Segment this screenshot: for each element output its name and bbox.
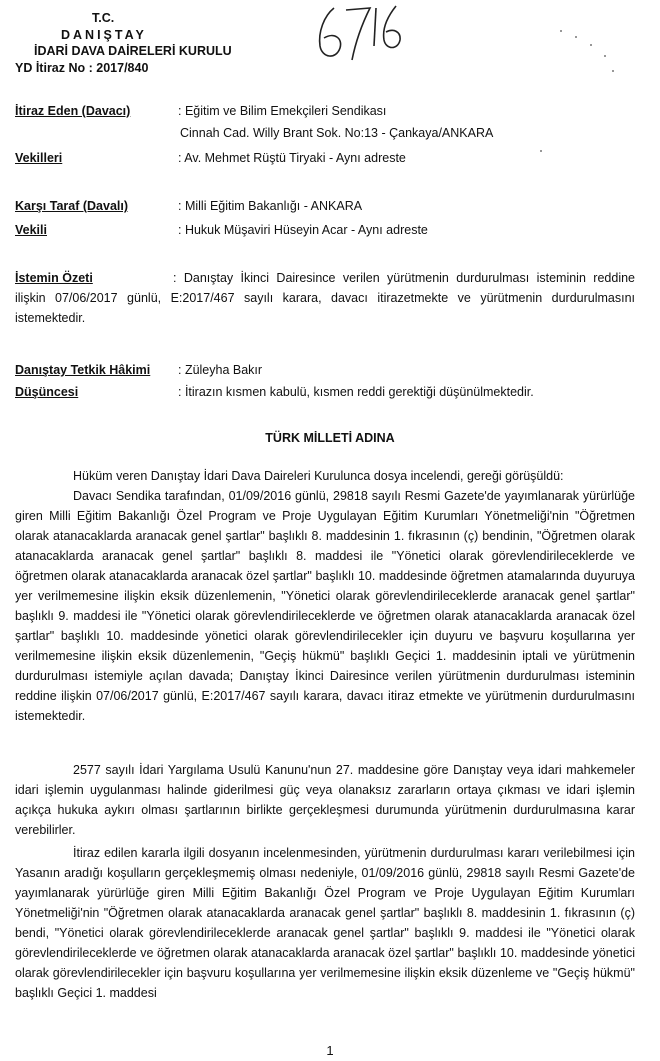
stamp-speck [590,44,592,46]
opinion-label: Düşüncesi [15,385,79,399]
body-paragraph-4: İtiraz edilen kararla ilgili dosyanın incelenmesinden, yürütmenin durdurulması kararı verilebilmesi için Yasanın aradığı koşulların gerçekleşmemiş olması nedeniyle, 01/09/2016 günlü, 29818 sayılı Resmi Gazete'de yayımlanarak yürürlüğe giren Milli Eğitim Bakanlığı Özel Program ve Proje Uygulayan Eğitim Kurumları Yönetmeliği'nin "Öğretmen olarak atanacaklarda aranacak genel şartlar" başlıklı 8. maddesinin 1. fıkrasının (ç) bendi, "Yönetici olarak görevlendirileceklerde aranacak genel şartlar" başlıklı 9. maddesi ile "Yönetici olarak görevlendirileceklerde ve öğretmen olarak atanacaklarda aranacak özel şartlar" başlıklı 10. maddesinde yönetici olarak görevlendirilecekler için başvuru koşullarına yer verilmemesine ilişkin eksik düzenleme ve "Geçiş hükmü" başlıklı Geçici 1. maddesi [15,846,635,1000]
objector-label: İtiraz Eden (Davacı) [15,104,131,118]
body-paragraph-1: Hüküm veren Danıştay İdari Dava Daireleri Kurulunca dosya incelendi, gereği görüşüldü: [73,469,564,483]
counsel-label: Vekilleri [15,151,63,165]
stamp-speck [612,70,614,72]
judge-label: Danıştay Tetkik Hâkimi [15,363,151,377]
header-court: DANIŞTAY [61,28,147,42]
stamp-speck [540,150,542,152]
body-paragraph-2: Davacı Sendika tarafından, 01/09/2016 günlü, 29818 sayılı Resmi Gazete'de yayımlanarak yürürlüğe giren Milli Eğitim Bakanlığı Özel Program ve Proje Uygulayan Eğitim Kurumları Yönetmeliği'nin "Öğretmen olarak atanacaklarda aranacak genel şartlar" başlıklı 8. maddesinin 1. fıkrasının (ç) bendinin, "Öğretmen olarak atanacaklarda aranacak genel şartlar" başlıklı 8. maddesi ile "Yönetici olarak görevlendirileceklerde ve öğretmen olarak atanacaklarda aranacak özel şartlar" başlıklı 10. maddesinde öğretmen atamalarında duyuruya yer verilmemesine ilişkin eksik düzenlemenin, "Yönetici olarak görevlendirileceklerde aranacak genel şartlar" başlıklı 9. maddesi ile "Yönetici olarak görevlendirileceklerde ve öğretmen olarak atanacaklarda aranacak özel şartlar" başlıklı 10. maddesinde yönetici olarak görevlendirilecekler için duyuru ve başvuru koşullarına yer verilmemesine ilişkin eksik düzenlemenin, "Geçiş hükmü" başlıklı Geçici 1. maddesinin iptali ve yürütmenin durdurulması istemiyle açılan davada; Danıştay İkinci Dairesince verilen yürütmenin durdurulması isteminin reddine ilişkin 07/06/2017 günlü, E:2017/467 sayılı karara, davacı itiraz etmekte ve yürütmenin durdurulmasını istemektedir. [15,489,635,723]
header-tc: T.C. [92,11,115,25]
defendant-row [15,198,363,214]
stamp-speck [560,30,562,32]
opinion-row [15,384,534,400]
summary-text: : Danıştay İkinci Dairesince verilen yürütmenin durdurulması isteminin reddine ilişkin 07/06/2017 günlü, E:2017/467 sayılı karara, davacı itirazetmekte ve yürütmenin durdurulmasını istemektedir. [15,271,635,325]
body-paragraph-3: 2577 sayılı İdari Yargılama Usulü Kanunu'nun 27. maddesine göre Danıştay veya idari mahkemeler idari işlemin uygulanması halinde giderilmesi güç veya olanaksız zararların ortaya çıkması ve idari işlemin açıkça hukuka aykırı olması şartlarının birlikte gerçekleşmesi durumunda yürütmenin durdurulmasına karar verebilirler. [15,763,635,837]
objector-row [15,103,387,119]
defendant-counsel-value: : Hukuk Müşaviri Hüseyin Acar - Aynı adreste [178,223,428,237]
header-case-number: YD İtiraz No : 2017/840 [15,61,149,75]
counsel-value: : Av. Mehmet Rüştü Tiryaki - Aynı adreste [178,151,406,165]
opinion-value: : İtirazın kısmen kabulü, kısmen reddi gerektiği düşünülmektedir. [178,385,534,399]
summary-label: İstemin Özeti [15,271,93,285]
handwritten-number [312,2,412,72]
objector-value: : Eğitim ve Bilim Emekçileri Sendikası [178,104,387,118]
page-number: 1 [326,1043,334,1058]
judge-row [15,362,263,378]
defendant-counsel-label: Vekili [15,223,47,237]
summary-block [15,268,635,328]
defendant-label: Karşı Taraf (Davalı) [15,199,129,213]
judge-value: : Züleyha Bakır [178,363,263,377]
defendant-counsel-row [15,222,428,238]
header-board: İDARİ DAVA DAİRELERİ KURULU [34,44,232,58]
stamp-speck [604,55,606,57]
decision-title: TÜRK MİLLETİ ADINA [265,431,395,445]
stamp-speck [575,36,577,38]
counsel-row [15,150,406,166]
defendant-value: : Milli Eğitim Bakanlığı - ANKARA [178,199,363,213]
objector-address: Cinnah Cad. Willy Brant Sok. No:13 - Çankaya/ANKARA [180,126,494,140]
